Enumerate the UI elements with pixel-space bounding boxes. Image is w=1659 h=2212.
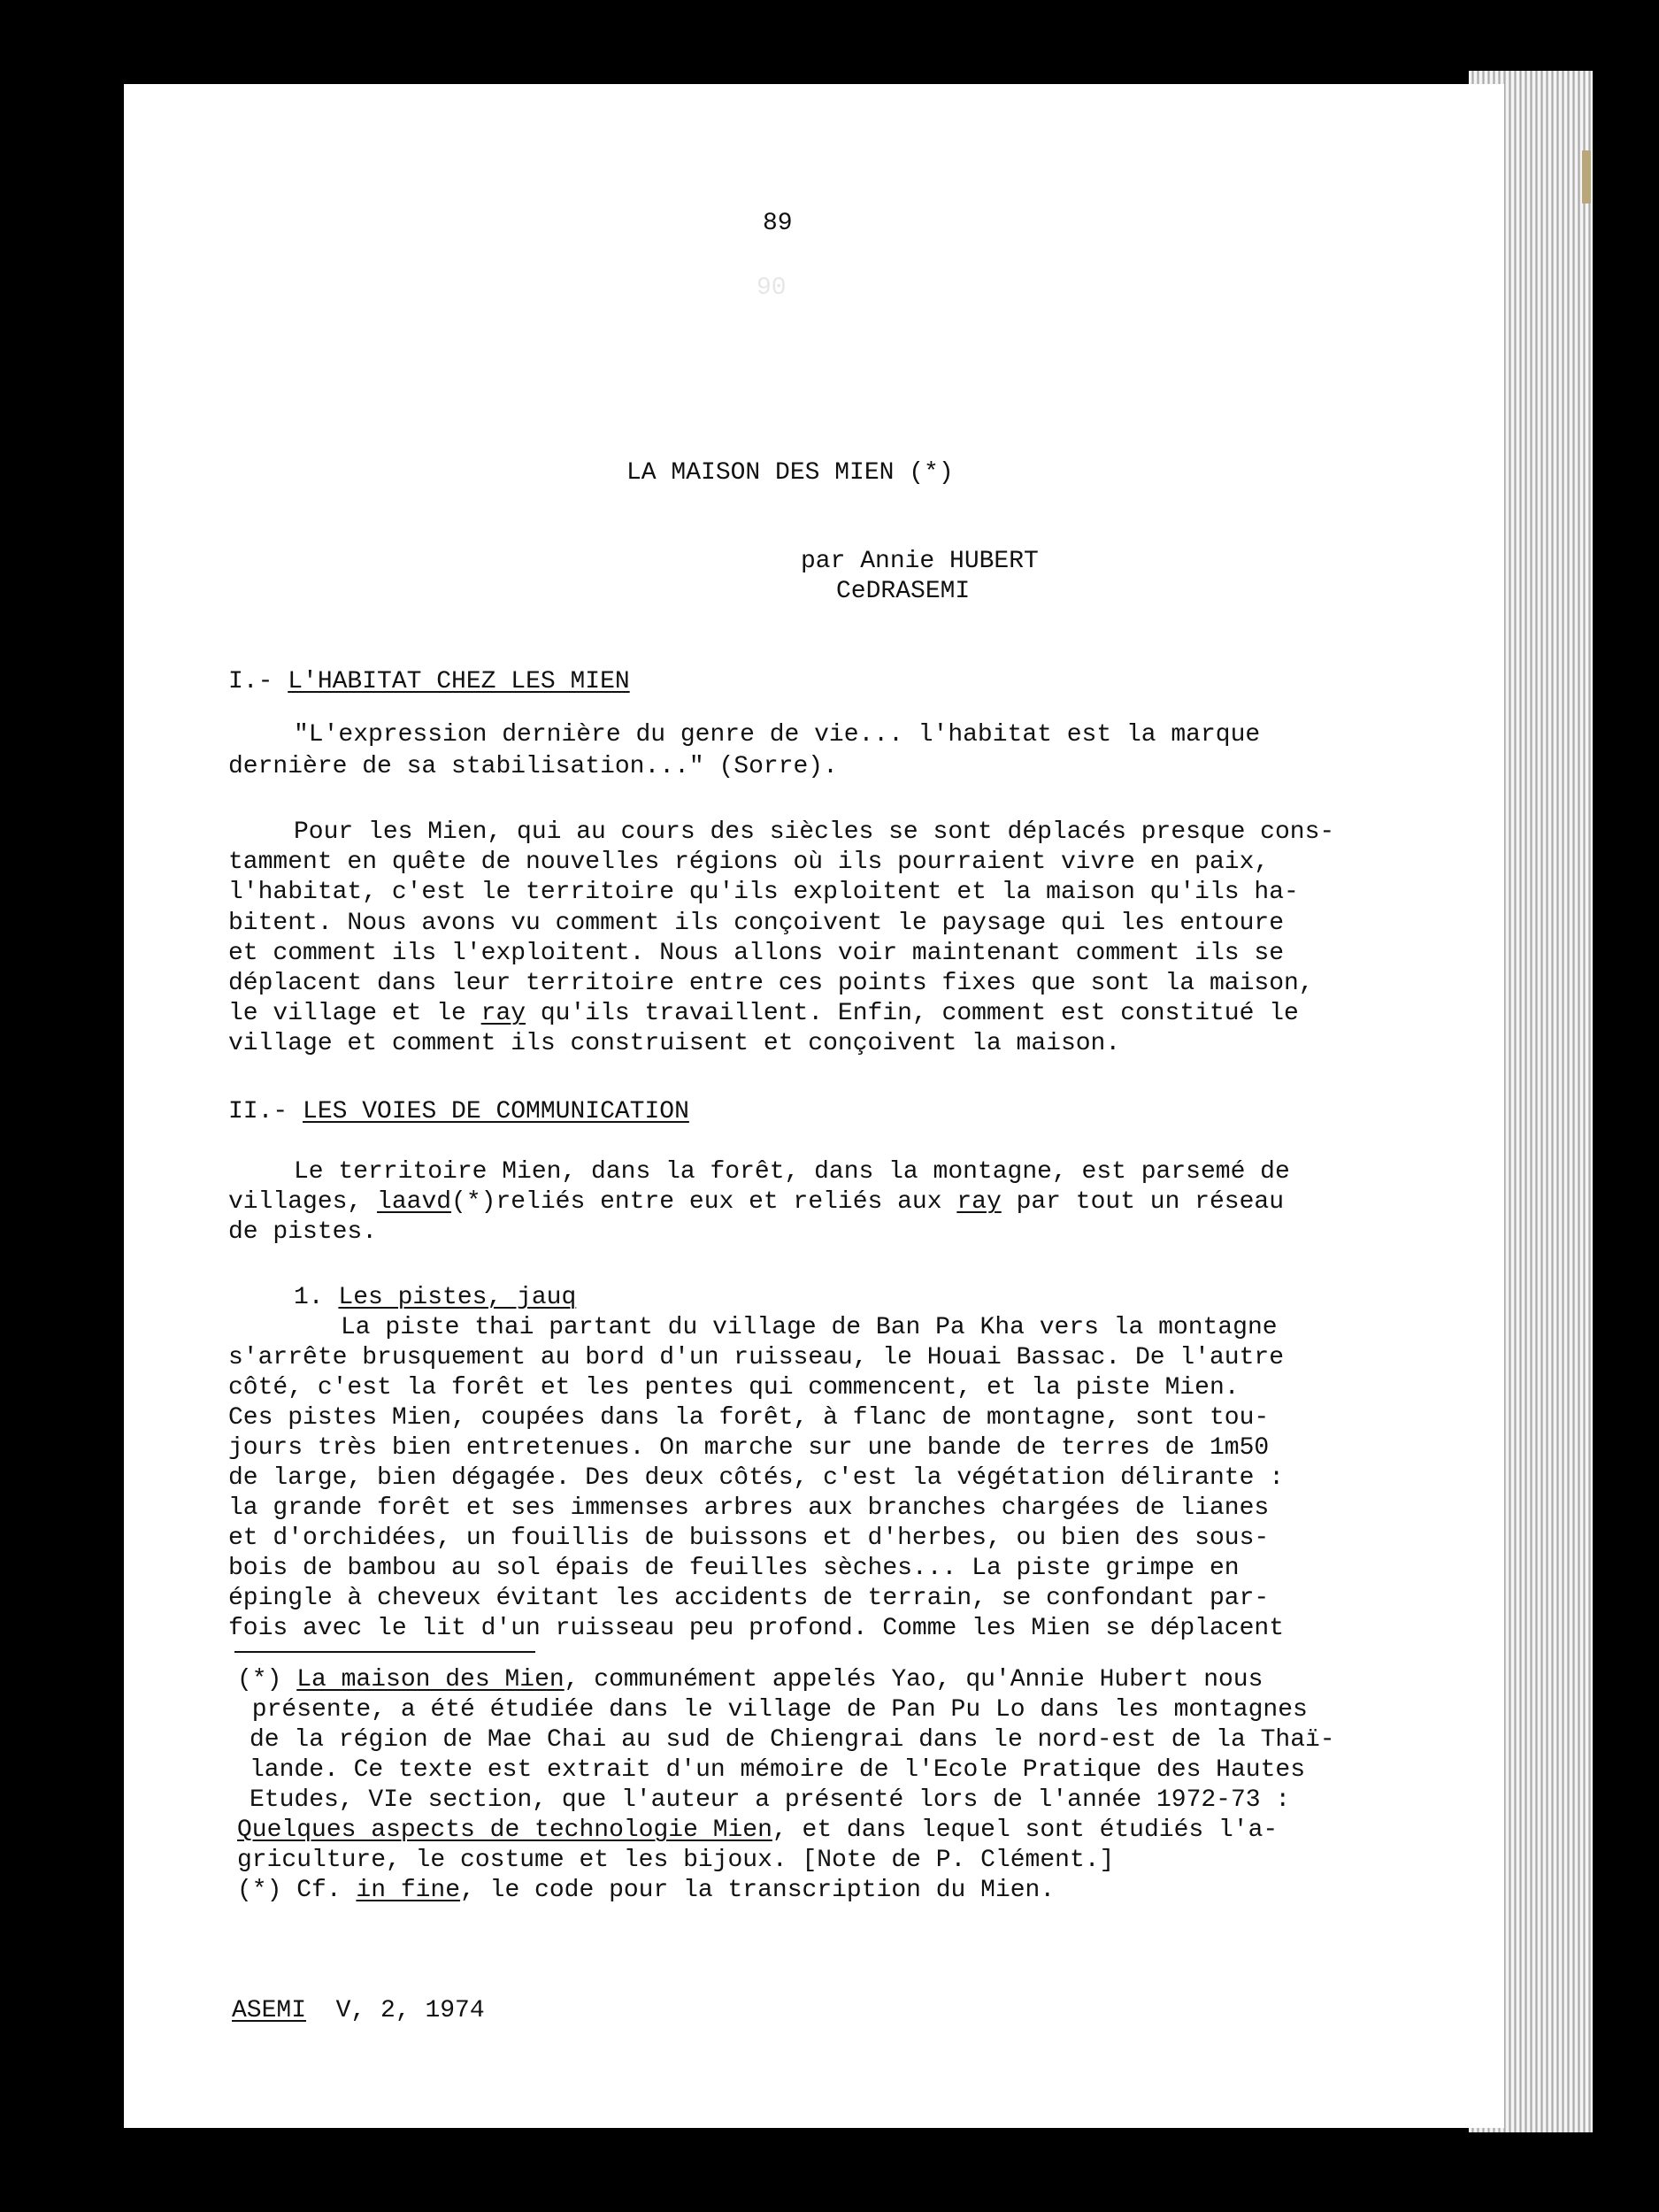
text-run: , le code pour la transcription du Mien. bbox=[460, 1877, 1056, 1904]
text-run: (*) Cf. bbox=[237, 1877, 357, 1904]
text-run: , et dans lequel sont étudiés l'a- bbox=[772, 1816, 1279, 1844]
quote-line: "L'expression dernière du genre de vie... l'habitat est la marque bbox=[294, 721, 1261, 749]
text-run bbox=[306, 1997, 336, 2024]
section-heading-1 bbox=[228, 667, 630, 697]
footnote-line: lande. Ce texte est extrait d'un mémoire de l'Ecole Pratique des Hautes bbox=[250, 1756, 1305, 1784]
text-run: , communément appelés Yao, qu'Annie Hubert nous bbox=[564, 1666, 1263, 1694]
paragraph-line: Ces pistes Mien, coupées dans la forêt, à flanc de montagne, sont tou- bbox=[228, 1404, 1270, 1432]
page-number: 89 bbox=[763, 210, 793, 237]
text-run: qu'ils travaillent. Enfin, comment est constitué le bbox=[526, 1000, 1299, 1027]
subsection-number: 1. bbox=[294, 1284, 339, 1311]
paragraph-line: jours très bien entretenues. On marche sur une bande de terres de 1m50 bbox=[228, 1434, 1270, 1462]
paragraph-line: l'habitat, c'est le territoire qu'ils exploitent et la maison qu'ils ha- bbox=[228, 879, 1299, 906]
paragraph-line: Pour les Mien, qui au cours des siècles se sont déplacés presque cons- bbox=[294, 818, 1335, 846]
footnote-line: de la région de Mae Chai au sud de Chiengrai dans le nord-est de la Thaï- bbox=[250, 1726, 1335, 1754]
binder-clip bbox=[1582, 150, 1591, 204]
subsection-heading bbox=[294, 1283, 576, 1313]
term-laavd: laavd bbox=[377, 1188, 452, 1216]
footnote-marker: (*) bbox=[237, 1666, 297, 1694]
paragraph-line: tamment en quête de nouvelles régions où ils pourraient vivre en paix, bbox=[228, 849, 1270, 876]
subsection-title: Les pistes, jauq bbox=[338, 1284, 577, 1311]
paragraph-line: la grande forêt et ses immenses arbres aux branches chargées de lianes bbox=[228, 1494, 1270, 1522]
paragraph-line: village et comment ils construisent et conçoivent la maison. bbox=[228, 1030, 1121, 1057]
paragraph-line: et comment ils l'exploitent. Nous allons voir maintenant comment ils se bbox=[228, 940, 1284, 967]
footnote-separator bbox=[234, 1651, 535, 1653]
text-run: par tout un réseau bbox=[1001, 1188, 1285, 1216]
text-run: le village et le bbox=[228, 1000, 481, 1027]
journal-name: ASEMI bbox=[232, 1997, 307, 2024]
paragraph-line: La piste thai partant du village de Ban Pa Kha vers la montagne bbox=[341, 1314, 1278, 1341]
term-ray: ray bbox=[480, 1000, 526, 1027]
quote-line: dernière de sa stabilisation..." (Sorre). bbox=[228, 753, 838, 780]
author-name: par Annie HUBERT bbox=[801, 548, 1039, 575]
footnote-line bbox=[237, 1665, 1263, 1695]
section-2-title: LES VOIES DE COMMUNICATION bbox=[303, 1098, 689, 1125]
paragraph-line bbox=[228, 999, 1299, 1029]
cited-work-title: Quelques aspects de technologie Mien bbox=[237, 1816, 772, 1844]
article-title: LA MAISON DES MIEN (*) bbox=[626, 459, 954, 487]
footnote-line bbox=[237, 1816, 1278, 1846]
paragraph-line: bois de bambou au sol épais de feuilles sèches... La piste grimpe en bbox=[228, 1555, 1240, 1582]
term-in-fine: in fine bbox=[356, 1877, 461, 1904]
paragraph-line: bitent. Nous avons vu comment ils conçoivent le paysage qui les entoure bbox=[228, 910, 1284, 937]
text-run: villages, bbox=[228, 1188, 378, 1216]
journal-issue: V, 2, 1974 bbox=[335, 1997, 485, 2024]
paragraph-line: déplacent dans leur territoire entre ces points fixes que sont la maison, bbox=[228, 970, 1314, 997]
footnote-title: La maison des Mien bbox=[296, 1666, 565, 1694]
paragraph-line: fois avec le lit d'un ruisseau peu profond. Comme les Mien se déplacent bbox=[228, 1615, 1284, 1642]
footnote-line bbox=[237, 1876, 1055, 1906]
footnote-line: Etudes, VIe section, que l'auteur a présenté lors de l'année 1972-73 : bbox=[250, 1786, 1291, 1814]
text-run: (*)reliés entre eux et reliés aux bbox=[451, 1188, 957, 1216]
section-1-number: I.- bbox=[228, 668, 288, 695]
ghost-page-number: 90 bbox=[757, 274, 787, 302]
paragraph-line: Le territoire Mien, dans la forêt, dans la montagne, est parsemé de bbox=[294, 1158, 1290, 1186]
paragraph-line: s'arrête brusquement au bord d'un ruisseau, le Houai Bassac. De l'autre bbox=[228, 1344, 1284, 1371]
paragraph-line: épingle à cheveux évitant les accidents de terrain, se confondant par- bbox=[228, 1585, 1270, 1612]
author-affiliation: CeDRASEMI bbox=[836, 578, 971, 605]
paragraph-line bbox=[228, 1187, 1284, 1217]
section-2-number: II.- bbox=[228, 1098, 303, 1125]
term-ray: ray bbox=[956, 1188, 1002, 1216]
footnote-line: griculture, le costume et les bijoux. [Note de P. Clément.] bbox=[237, 1847, 1115, 1874]
section-1-title: L'HABITAT CHEZ LES MIEN bbox=[288, 668, 630, 695]
section-heading-2 bbox=[228, 1097, 689, 1127]
paragraph-line: et d'orchidées, un fouillis de buissons et d'herbes, ou bien des sous- bbox=[228, 1525, 1270, 1552]
paragraph-line: de pistes. bbox=[228, 1218, 378, 1246]
journal-footer bbox=[232, 1996, 485, 2026]
footnote-line: présente, a été étudiée dans le village de Pan Pu Lo dans les montagnes bbox=[237, 1696, 1308, 1724]
paragraph-line: côté, c'est la forêt et les pentes qui commencent, et la piste Mien. bbox=[228, 1374, 1240, 1402]
paragraph-line: de large, bien dégagée. Des deux côtés, c'est la végétation délirante : bbox=[228, 1464, 1284, 1492]
